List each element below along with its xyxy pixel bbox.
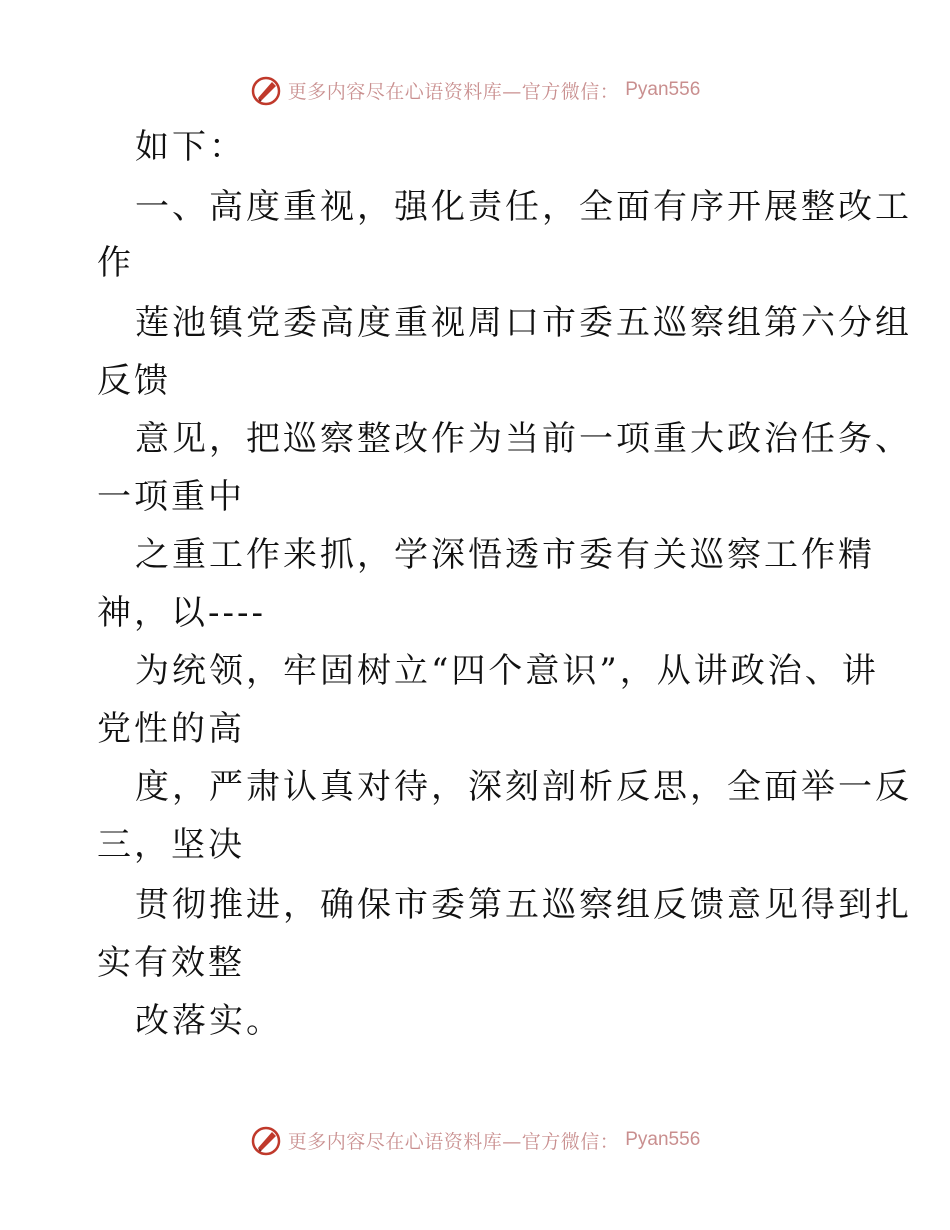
watermark-id: Pyan556 (625, 1129, 701, 1150)
text-line: 一项重中 (97, 477, 245, 517)
text-line: 为统领，牢固树立“四个意识”，从讲政治、讲 (135, 651, 879, 691)
text-line: 贯彻推进，确保市委第五巡察组反馈意见得到扎 (135, 885, 912, 925)
text-line: 实有效整 (97, 943, 245, 983)
header-watermark (0, 70, 950, 110)
text-line: 党性的高 (97, 709, 245, 749)
pen-logo-icon (250, 74, 282, 106)
text-line: 反馈 (97, 361, 171, 401)
text-line: 如下： (135, 127, 246, 167)
watermark-text: 更多内容尽在心语资料库—官方微信： (287, 1130, 620, 1153)
text-line: 莲池镇党委高度重视周口市委五巡察组第六分组 (135, 303, 912, 343)
text-line: 改落实。 (135, 1001, 283, 1041)
watermark-text: 更多内容尽在心语资料库—官方微信： (287, 80, 620, 103)
text-line: 神，以---- (97, 593, 266, 633)
text-line: 之重工作来抓，学深悟透市委有关巡察工作精 (135, 535, 875, 575)
text-line: 作 (97, 243, 134, 283)
text-line: 意见，把巡察整改作为当前一项重大政治任务、 (135, 419, 912, 459)
pen-logo-icon (250, 1124, 282, 1156)
watermark-id: Pyan556 (625, 79, 701, 100)
footer-watermark (0, 1120, 950, 1160)
text-line: 三，坚决 (97, 825, 245, 865)
text-line: 一、高度重视，强化责任，全面有序开展整改工 (135, 187, 912, 227)
text-line: 度，严肃认真对待，深刻剖析反思，全面举一反 (135, 767, 912, 807)
